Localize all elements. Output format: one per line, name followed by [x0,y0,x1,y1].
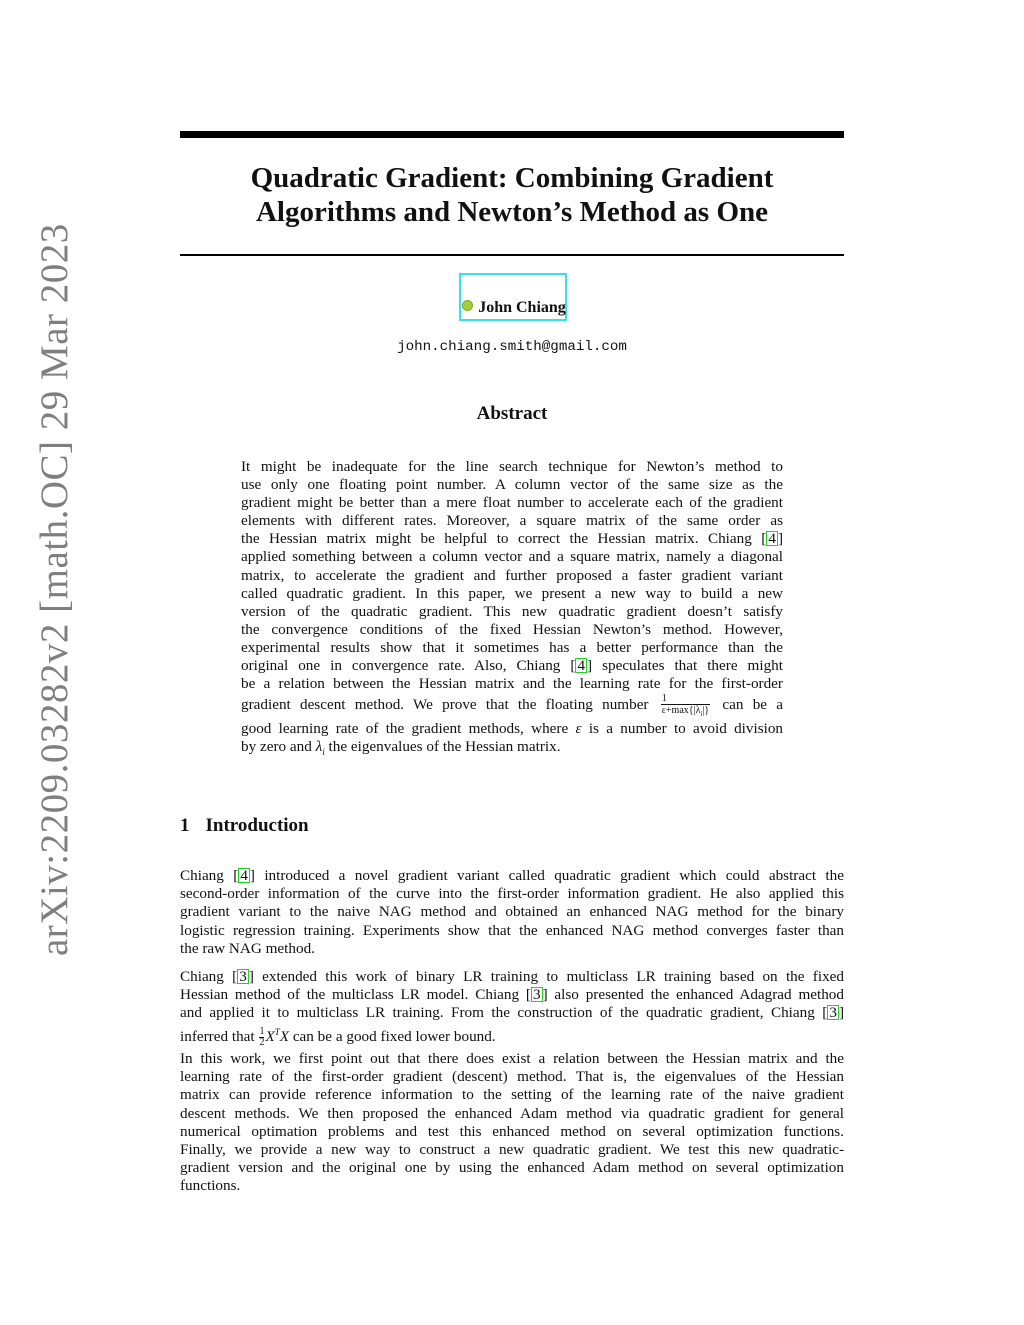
title-top-rule [180,131,844,138]
paragraph-line: functions. [180,1177,241,1195]
citation-link[interactable]: 4 [240,867,248,884]
paragraph-line: Finally, we provide a new way to construct a new quadratic gradient. We test this new quadratic- [180,1141,844,1159]
abstract-line: original one in convergence rate. Also, Chiang [ 4 ] speculates that there might [241,657,783,675]
intro-paragraph-2 [180,968,844,1048]
intro-paragraph-1 [180,867,844,958]
title-line-2: Algorithms and Newton’s Method as One [255,196,769,228]
paragraph-line: matrix can provide reference information to the setting of the learning rate of the naive gradient [180,1086,844,1104]
abstract-line: gradient might be better than a mere float number to accelerate each of the gradient [241,494,783,512]
paragraph-line: Hessian method of the multiclass LR model. Chiang [ 3 ] also presented the enhanced Adagrad method [180,986,844,1004]
abstract-line: the convergence conditions of the fixed Hessian Newton’s method. However, [241,620,783,638]
paragraph-line: gradient version and the original one by using the enhanced Adam method on several optimization [180,1159,844,1177]
citation-link[interactable]: 3 [829,1004,837,1022]
abstract-line: version of the quadratic gradient. This new quadratic gradient doesn’t satisfy [241,602,783,620]
abstract-line: be a relation between the Hessian matrix and the learning rate for the first-order [241,675,783,693]
section-heading-introduction: 1 Introduction [180,815,309,836]
paragraph-line: In this work, we first point out that there does exist a relation between the Hessian matrix and the [180,1050,844,1067]
abstract-line: matrix, to accelerate the gradient and further proposed a faster gradient variant [241,566,783,584]
paragraph-line: Chiang [ 3 ] extended this work of binary LR training to multiclass LR training based on the fixed [180,968,844,985]
abstract-line: applied something between a column vector and a square matrix, namely a diagonal [241,548,783,566]
title-bottom-rule [180,254,844,256]
paragraph-line: logistic regression training. Experiments show that the enhanced NAG method converges faster than [180,921,844,939]
paper-title [180,161,844,229]
abstract-line: the Hessian matrix might be helpful to correct the Hessian matrix. Chiang [ 4 ] [241,530,783,548]
abstract-line: use only one floating point number. A column vector of the same size as the [241,476,783,494]
arxiv-identifier: arXiv:2209.03282v2 [math.OC] 29 Mar 2023 [33,223,76,956]
intro-paragraph-3 [180,1050,844,1196]
learning-rate-fraction: $\frac{1}{\varepsilon+\max\{|\lambda_i|\}}$ [661,693,710,719]
abstract-line: It might be inadequate for the line search technique for Newton’s method to [241,458,783,475]
paragraph-line: and applied it to multiclass LR training. From the construction of the quadratic gradient, Chiang [ 3 ] [180,1004,844,1022]
citation-link[interactable]: 4 [577,657,586,675]
author-name[interactable]: John Chiang [478,299,566,316]
orcid-icon[interactable] [462,300,473,311]
title-line-1: Quadratic Gradient: Combining Gradient [250,162,774,194]
half-fraction: $\frac{1}{2}$ [259,1025,265,1048]
abstract-line: experimental results show that it sometimes has a better performance than the [241,638,783,656]
paragraph-line: inferred that $\frac{1}{2}$ $X^TX$ can be a good fixed lower bound. [180,1025,496,1048]
abstract-line: elements with different rates. Moreover, a square matrix of the same order as [241,512,783,530]
abstract-line: by zero and $\lambda_i$ the eigenvalues of the Hessian matrix. [241,738,561,758]
citation-link[interactable]: 4 [768,530,776,548]
citation-link[interactable]: 3 [532,986,541,1004]
author[interactable] [460,299,568,317]
author-email: john.chiang.smith@gmail.com [397,339,627,355]
citation-link[interactable]: 3 [239,968,247,985]
abstract-line: good learning rate of the gradient methods, where ε is a number to avoid division [241,720,784,738]
paragraph-line: descent methods. We then proposed the enhanced Adam method via quadratic gradient for general [180,1104,844,1122]
paragraph-line: numerical optimation problems and test this enhanced method on several optimization functions. [180,1122,844,1140]
abstract-line: gradient descent method. We prove that the floating number $\frac{1}{\varepsilon+\max\{|\lambda_i|\}}$ can be a [241,693,784,719]
paragraph-line: second-order information of the curve into the first-order information gradient. He also applied this [180,885,844,903]
abstract-heading: Abstract [476,403,548,424]
abstract-line: called quadratic gradient. In this paper, we present a new way to build a new [241,584,783,602]
abstract-body [241,458,783,761]
paragraph-line: gradient variant to the naive NAG method and obtained an enhanced NAG method for the binary [180,903,844,921]
paragraph-line: Chiang [ 4 ] introduced a novel gradient variant called quadratic gradient which could abstract the [180,867,844,884]
paragraph-line: learning rate of the first-order gradient (descent) method. That is, the eigenvalues of the Hessian [180,1068,844,1086]
paragraph-line: the raw NAG method. [180,939,315,957]
